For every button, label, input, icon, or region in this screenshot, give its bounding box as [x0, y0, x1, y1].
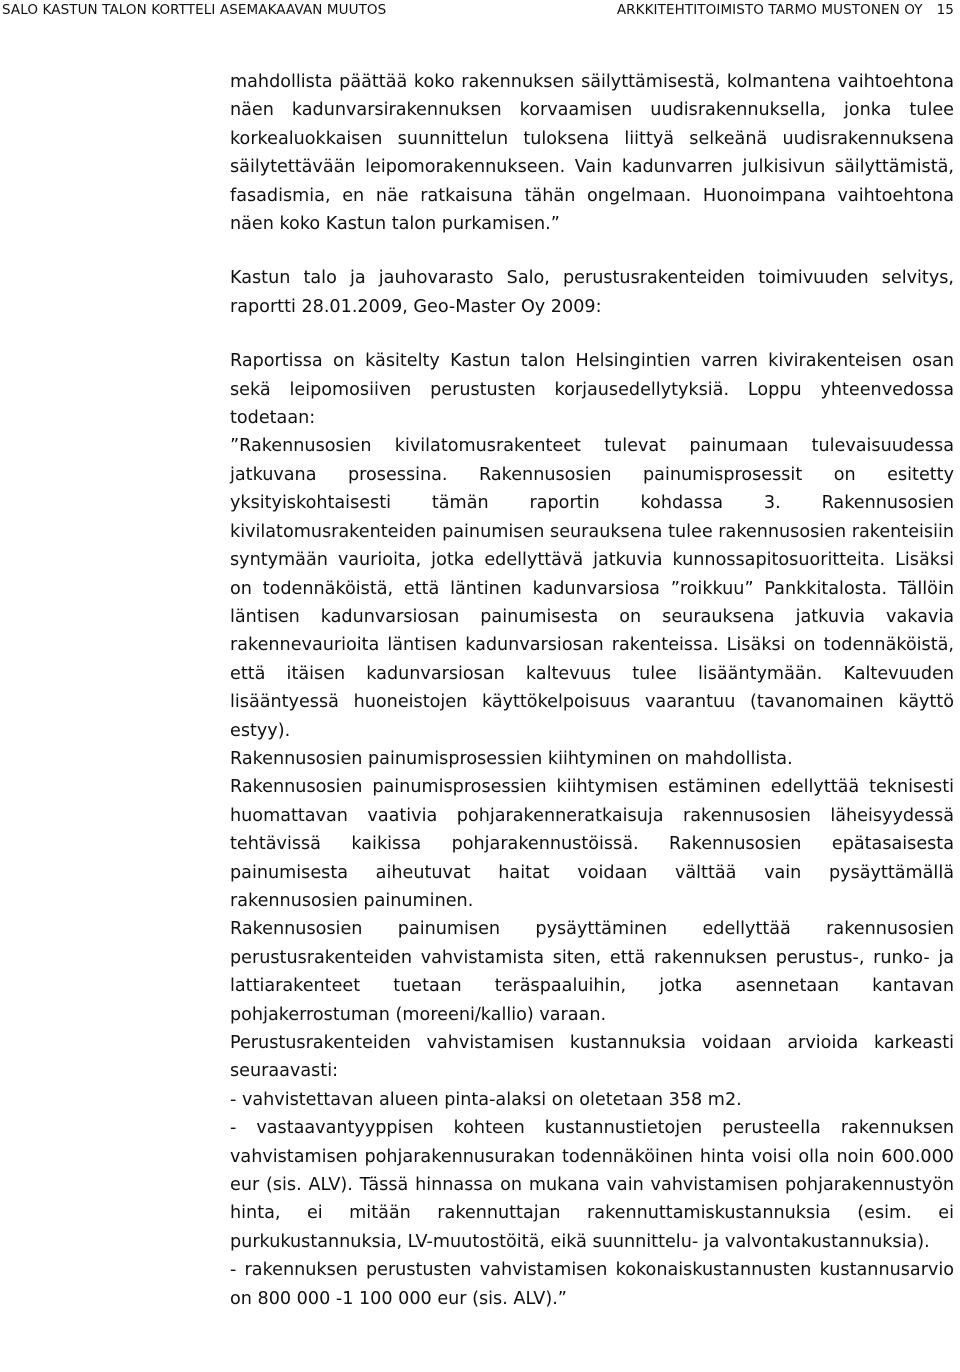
page-number: 15	[936, 2, 954, 18]
list-item: - rakennuksen perustusten vahvistamisen kokonaiskustannusten kustannusarvio on 800 000 -1 100 000 eur (sis. ALV).”	[230, 1260, 954, 1309]
list-item: - vastaavantyyppisen kohteen kustannustietojen perusteella rakennuksen vahvistamisen pohjarakennusurakan todennäköinen hinta voisi olla noin 600.000 eur (sis. ALV). Tässä hinnassa on mukana vain vahvistamisen pohjarakennustyön hinta, ei mitään rakennuttajan rakennuttamiskustannuksia (esim. ei purkukustannuksia, LV-muutostöitä, eikä suunnittelu- ja valvontakustannuksia).	[230, 1118, 954, 1252]
paragraph: mahdollista päättää koko rakennuksen säilyttämisestä, kolmantena vaihtoehtona näen kadunvarsirakennuksen korvaamisen uudisrakennuksella, jonka tulee korkealuokkaisen suunnittelun tuloksena liittyä selkeänä uudisrakennuksena säilytettävään leipomorakennukseen. Vain kadunvarren julkisivun säilyttämistä, fasadismia, en näe ratkaisuna tähän ongelmaan. Huonoimpana vaihtoehtona näen koko Kastun talon purkamisen.”	[230, 72, 954, 235]
header-right	[617, 0, 954, 20]
document-title: SALO KASTUN TALON KORTTELI ASEMAKAAVAN MUUTOS	[2, 2, 387, 18]
page-body	[230, 68, 954, 1313]
report-reference: Kastun talo ja jauhovarasto Salo, perustusrakenteiden toimivuuden selvitys, raportti 28.01.2009, Geo-Master Oy 2009:	[230, 268, 954, 317]
paragraph: Raportissa on käsitelty Kastun talon Helsingintien varren kivirakenteisen osan sekä leipomosiiven perustusten korjausedellytyksiä. Loppu yhteenvedossa todetaan:	[230, 351, 954, 429]
paragraph: Rakennusosien painumisprosessien kiihtyminen on mahdollista.	[230, 748, 793, 769]
page-header	[0, 0, 960, 22]
quoted-paragraph: ”Rakennusosien kivilatomusrakenteet tulevat painumaan tulevaisuudessa jatkuvana prosessina. Rakennusosien painumisprosessit on esitetty yksityiskohtaisesti tämän raportin kohdassa 3. Rakennusosien kivilatomusrakenteiden painumisen seurauksena tulee rakennusosien rakenteisiin syntymään vaurioita, jotka edellyttävä jatkuvia kunnossapitosuoritteita. Lisäksi on todennäköistä, että läntinen kadunvarsiosa ”roikkuu” Pankkitalosta. Tällöin läntisen kadunvarsiosan painumisesta on seurauksena jatkuvia vakavia rakennevaurioita läntisen kadunvarsiosan rakenteissa. Lisäksi on todennäköistä, että itäisen kadunvarsiosan kaltevuus tulee lisääntymään. Kaltevuuden lisääntyessä huoneistojen käyttökelpoisuus vaarantuu (tavanomainen käyttö estyy).	[230, 436, 954, 741]
paragraph: Rakennusosien painumisprosessien kiihtymisen estäminen edellyttää teknisesti huomattavan vaativia pohjarakenneratkaisuja rakennusosien läheisyydessä tehtävissä kaikissa pohjarakennustöissä. Rakennusosien epätasaisesta painumisesta aiheutuvat haitat voidaan välttää vain pysäyttämällä rakennusosien painuminen.	[230, 777, 954, 911]
paragraph: Rakennusosien painumisen pysäyttäminen edellyttää rakennusosien perustusrakenteiden vahvistamista siten, että rakennuksen perustus-, runko- ja lattiarakenteet tuetaan teräspaaluihin, jotka asennetaan kantavan pohjakerrostuman (moreeni/kallio) varaan.	[230, 919, 954, 1025]
paragraph: Perustusrakenteiden vahvistamisen kustannuksia voidaan arvioida karkeasti seuraavasti:	[230, 1033, 954, 1082]
author-office: ARKKITEHTITOIMISTO TARMO MUSTONEN OY	[616, 2, 923, 18]
list-item: - vahvistettavan alueen pinta-alaksi on oletetaan 358 m2.	[230, 1089, 742, 1110]
